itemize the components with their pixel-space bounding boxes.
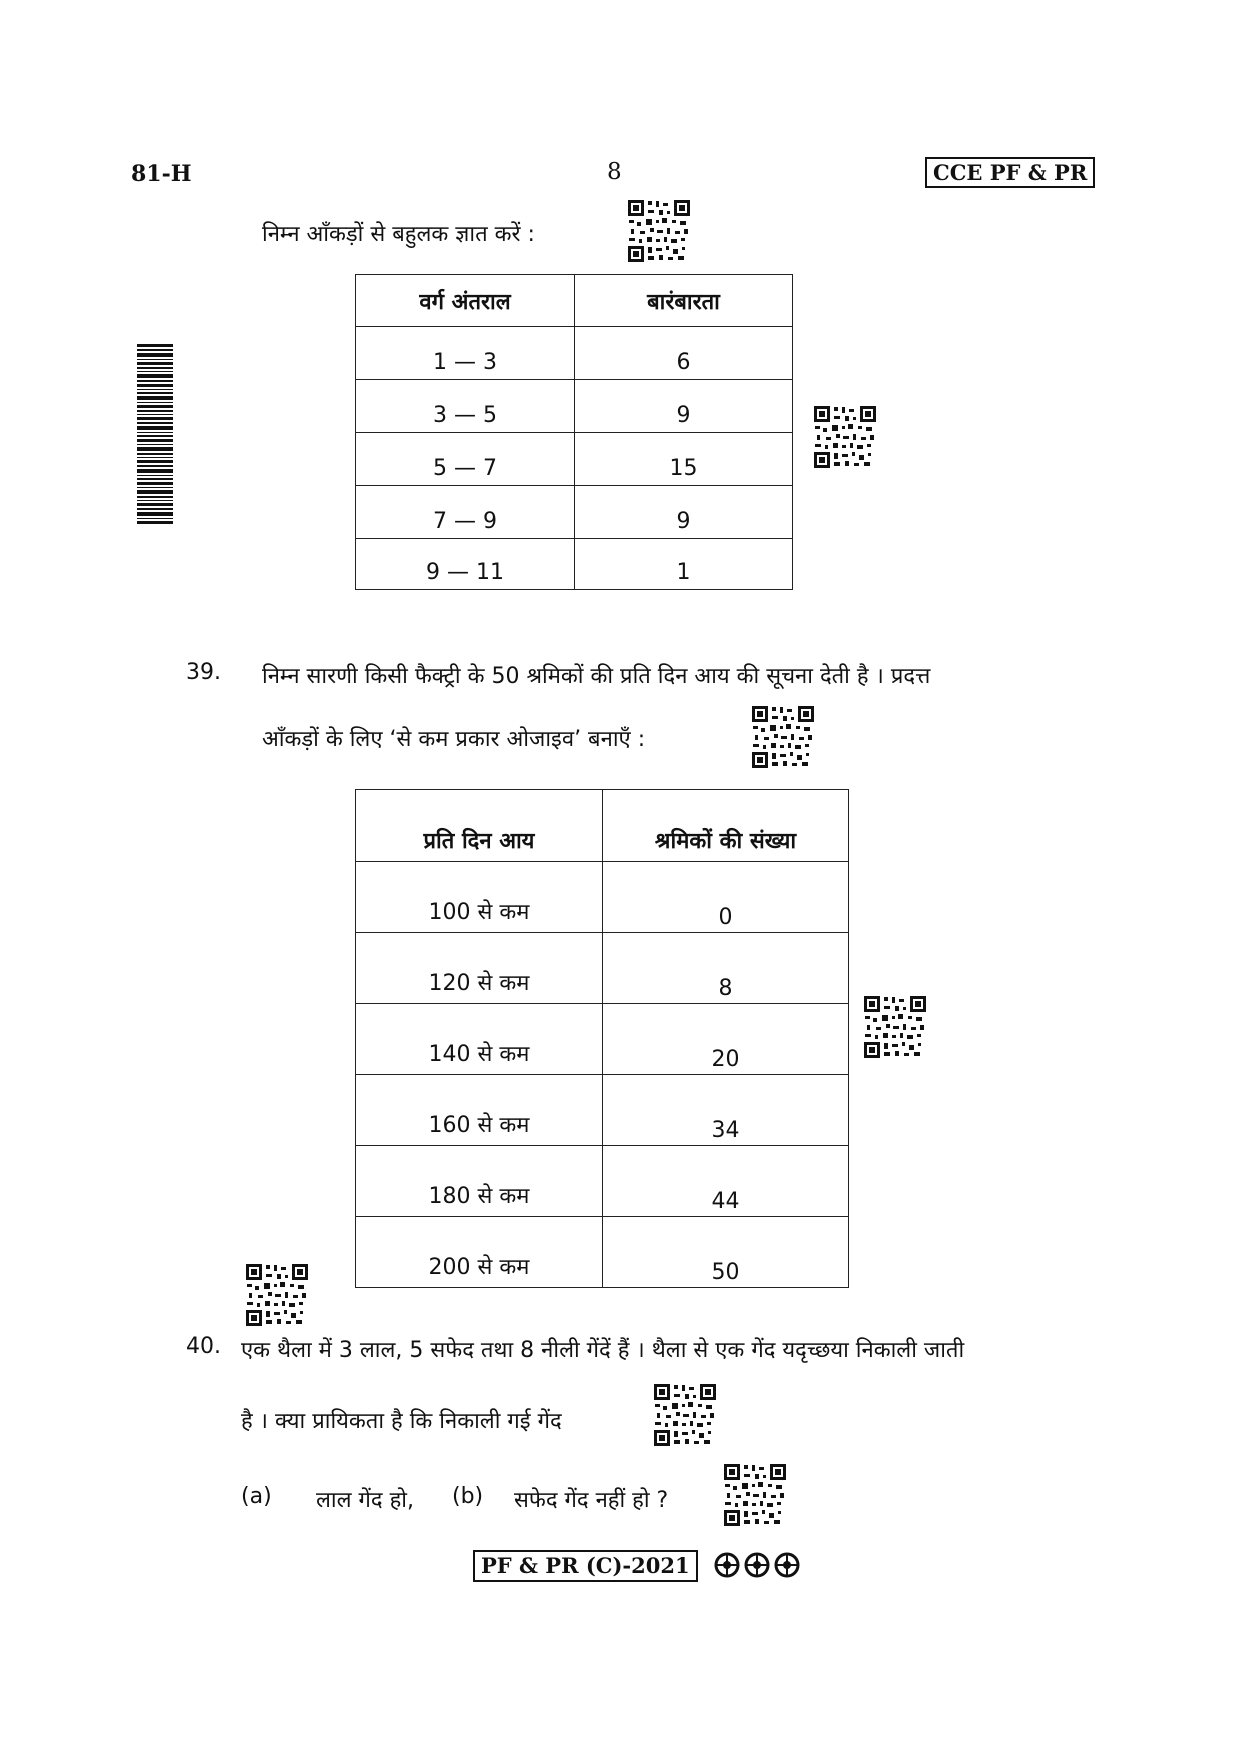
worker-count-cell: 20 — [603, 1004, 849, 1075]
frequency-cell: 1 — [575, 539, 793, 590]
table-row — [356, 1217, 849, 1288]
table-row — [356, 380, 793, 433]
qr-code-icon — [812, 404, 878, 470]
table-row — [356, 327, 793, 380]
worker-count-cell: 34 — [603, 1075, 849, 1146]
daily-income-cell: 120 से कम — [356, 933, 603, 1004]
table-row — [356, 539, 793, 590]
class-interval-cell: 5 — 7 — [356, 433, 575, 486]
qr-code-icon — [244, 1262, 310, 1328]
column-header: प्रति दिन आय — [356, 790, 603, 862]
worker-count-cell: 44 — [603, 1146, 849, 1217]
table-header-row — [356, 790, 849, 862]
daily-income-cell: 200 से कम — [356, 1217, 603, 1288]
q40-part-b-label: (b) — [452, 1484, 484, 1509]
class-interval-cell: 1 — 3 — [356, 327, 575, 380]
footer-code-badge: PF & PR (C)-2021 — [473, 1550, 698, 1582]
class-interval-cell: 3 — 5 — [356, 380, 575, 433]
qr-code-icon — [626, 198, 692, 264]
daily-income-cell: 140 से कम — [356, 1004, 603, 1075]
table-row — [356, 1146, 849, 1217]
frequency-cell: 15 — [575, 433, 793, 486]
class-interval-cell: 9 — 11 — [356, 539, 575, 590]
q40-part-a-text: लाल गेंद हो, — [316, 1488, 414, 1513]
table-header-row — [356, 275, 793, 327]
worker-count-cell: 0 — [603, 862, 849, 933]
qr-code-icon — [750, 704, 816, 770]
worker-count-cell: 50 — [603, 1217, 849, 1288]
q39-text-line-2: आँकड़ों के लिए ‘से कम प्रकार ओजाइव’ बनाएँ : — [262, 727, 646, 752]
table-row — [356, 1075, 849, 1146]
worker-count-cell: 8 — [603, 933, 849, 1004]
qr-code-icon — [652, 1382, 718, 1448]
table-row — [356, 486, 793, 539]
q38-instruction: निम्न आँकड़ों से बहुलक ज्ञात करें : — [262, 222, 535, 247]
table-row — [356, 933, 849, 1004]
exam-badge: CCE PF & PR — [925, 157, 1095, 188]
column-header: बारंबारता — [575, 275, 793, 327]
barcode-icon — [137, 344, 173, 524]
table-row — [356, 862, 849, 933]
mode-frequency-table — [355, 274, 793, 590]
daily-income-cell: 100 से कम — [356, 862, 603, 933]
table-row — [356, 433, 793, 486]
page-number: 8 — [607, 159, 622, 185]
class-interval-cell: 7 — 9 — [356, 486, 575, 539]
qr-code-icon — [862, 994, 928, 1060]
q40-text-line-1: एक थैला में 3 लाल, 5 सफेद तथा 8 नीली गेंदें हैं । थैला से एक गेंद यदृच्छया निकाली जाती — [241, 1338, 965, 1363]
q39-text-line-1: निम्न सारणी किसी फैक्ट्री के 50 श्रमिकों की प्रति दिन आय की सूचना देती है । प्रदत्त — [262, 664, 931, 689]
qr-code-icon — [722, 1462, 788, 1528]
paper-code: 81-H — [131, 161, 192, 187]
ogive-data-table — [355, 789, 849, 1288]
flower-ornament-icon — [712, 1550, 802, 1580]
q40-text-line-2: है । क्या प्रायिकता है कि निकाली गई गेंद — [241, 1409, 562, 1434]
column-header: वर्ग अंतराल — [356, 275, 575, 327]
frequency-cell: 6 — [575, 327, 793, 380]
table-row — [356, 1004, 849, 1075]
q40-part-b-text: सफेद गेंद नहीं हो ? — [514, 1488, 669, 1513]
q40-part-a-label: (a) — [241, 1484, 272, 1509]
daily-income-cell: 160 से कम — [356, 1075, 603, 1146]
daily-income-cell: 180 से कम — [356, 1146, 603, 1217]
frequency-cell: 9 — [575, 380, 793, 433]
frequency-cell: 9 — [575, 486, 793, 539]
question-number: 40. — [186, 1334, 221, 1359]
question-number: 39. — [186, 660, 221, 685]
column-header: श्रमिकों की संख्या — [603, 790, 849, 862]
